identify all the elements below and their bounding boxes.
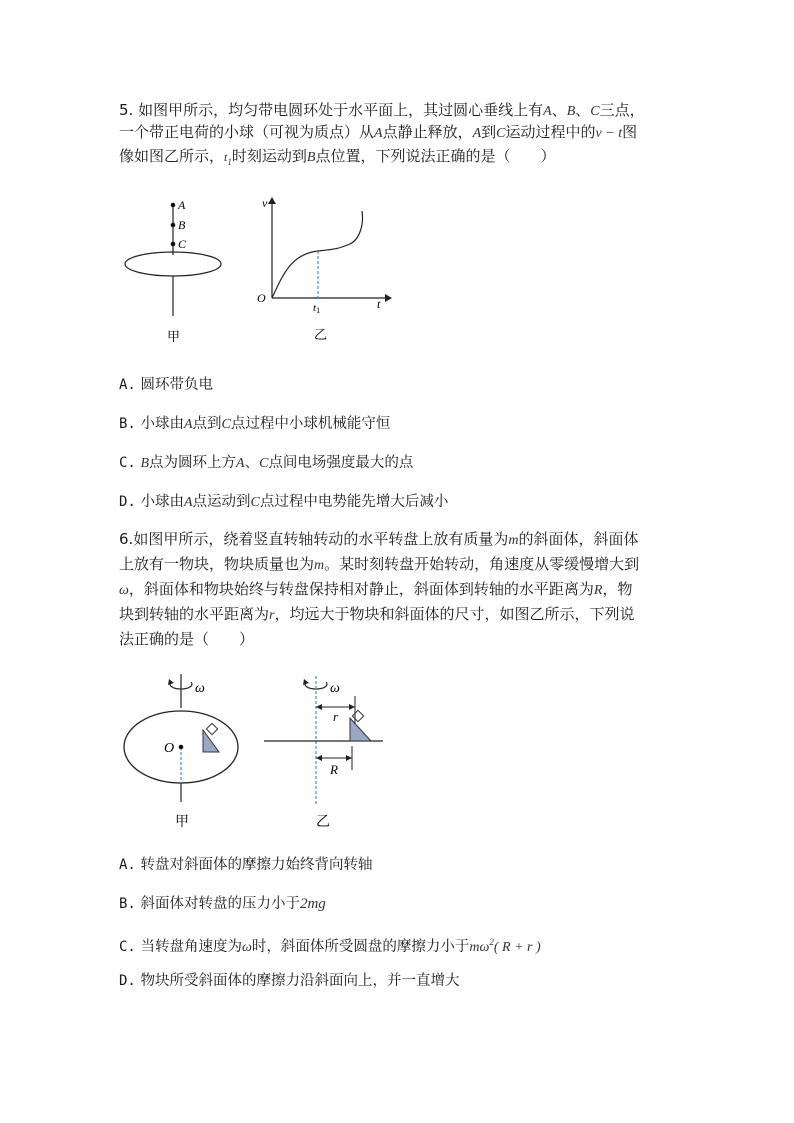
q5-option-d[interactable]: D. 小球由A点运动到C点过程中电势能先增大后减小 (119, 494, 449, 510)
label-o: O (164, 741, 175, 756)
rotation-arrow (303, 679, 309, 685)
caption-yi: 乙 (314, 328, 328, 343)
q6-option-c[interactable]: C. 当转盘角速度为ω时，斜面体所受圆盘的摩擦力小于$m\omega^2$( R + r ) (119, 937, 541, 955)
t-axis-arrow (385, 294, 392, 302)
q6-line-3: ω，斜面体和物块始终与转盘保持相对静止，斜面体到转轴的水平距离为R，物 (119, 580, 633, 598)
q6-number: 6. (119, 530, 134, 548)
label-origin: O (257, 291, 266, 305)
label-omega: ω (330, 681, 340, 696)
point-a-dot (171, 203, 176, 208)
q6-line-5: 法正确的是（ ） (119, 630, 255, 648)
q5-line-1: 5. 如图甲所示，均匀带电圆环处于水平面上，其过圆心垂线上有A、B、C三点， (119, 101, 645, 119)
q5-option-c[interactable]: C. B点为圆环上方A、C点间电场强度最大的点 (119, 455, 414, 471)
charged-ring (125, 252, 221, 276)
q5-figure-jia (115, 190, 235, 350)
small-block (352, 710, 363, 721)
label-c: C (178, 237, 187, 251)
q6-option-d[interactable]: D. 物块所受斜面体的摩擦力沿斜面向上，并一直增大 (119, 973, 460, 989)
rotation-arrow (168, 679, 174, 685)
label-b: B (178, 218, 186, 232)
q5-line-3: 像如图乙所示，$t_1$时刻运动到B点位置，下列说法正确的是（ ） (119, 147, 556, 167)
q6-line-4: 块到转轴的水平距离为r，均远大于物块和斜面体的尺寸，如图乙所示，下列说 (119, 605, 635, 623)
q6-option-a[interactable]: A. 转盘对斜面体的摩擦力始终背向转轴 (119, 857, 373, 873)
q6-line-2: 上放有一物块，物块质量也为m。某时刻转盘开始转动，角速度从零缓慢增大到 (119, 555, 640, 573)
label-v: v (262, 196, 268, 210)
caption-jia: 甲 (167, 330, 181, 345)
caption-jia: 甲 (175, 814, 189, 830)
q5-line-2: 一个带正电荷的小球（可视为质点）从A点静止释放，A到C运动过程中的v − t图 (119, 123, 638, 141)
label-t1: t1 (313, 302, 321, 315)
center-dot (179, 745, 184, 750)
label-t: t (377, 297, 381, 311)
q6-figure-jia (115, 668, 255, 833)
point-c-dot (171, 242, 176, 247)
q5-option-b[interactable]: B. 小球由A点到C点过程中小球机械能守恒 (119, 416, 391, 432)
q5-option-a[interactable]: A. 圆环带负电 (119, 377, 213, 393)
label-r: r (333, 709, 339, 724)
point-b-dot (171, 223, 176, 228)
incline-block (350, 718, 371, 741)
small-block (206, 723, 217, 734)
v-axis-arrow (268, 197, 276, 204)
q5-number: 5. (119, 101, 134, 119)
label-a: A (178, 198, 186, 212)
q6-figure-yi (258, 668, 388, 833)
vt-curve (272, 211, 363, 298)
label-R: R (330, 762, 338, 777)
q6-line-1: 6.如图甲所示，绕着竖直转轴转动的水平转盘上放有质量为m的斜面体，斜面体 (119, 530, 639, 548)
q6-option-b[interactable]: B. 斜面体对转盘的压力小于2mg (119, 896, 326, 912)
caption-yi: 乙 (316, 814, 330, 830)
q5-figure-yi (250, 192, 400, 347)
label-omega: ω (195, 681, 205, 696)
